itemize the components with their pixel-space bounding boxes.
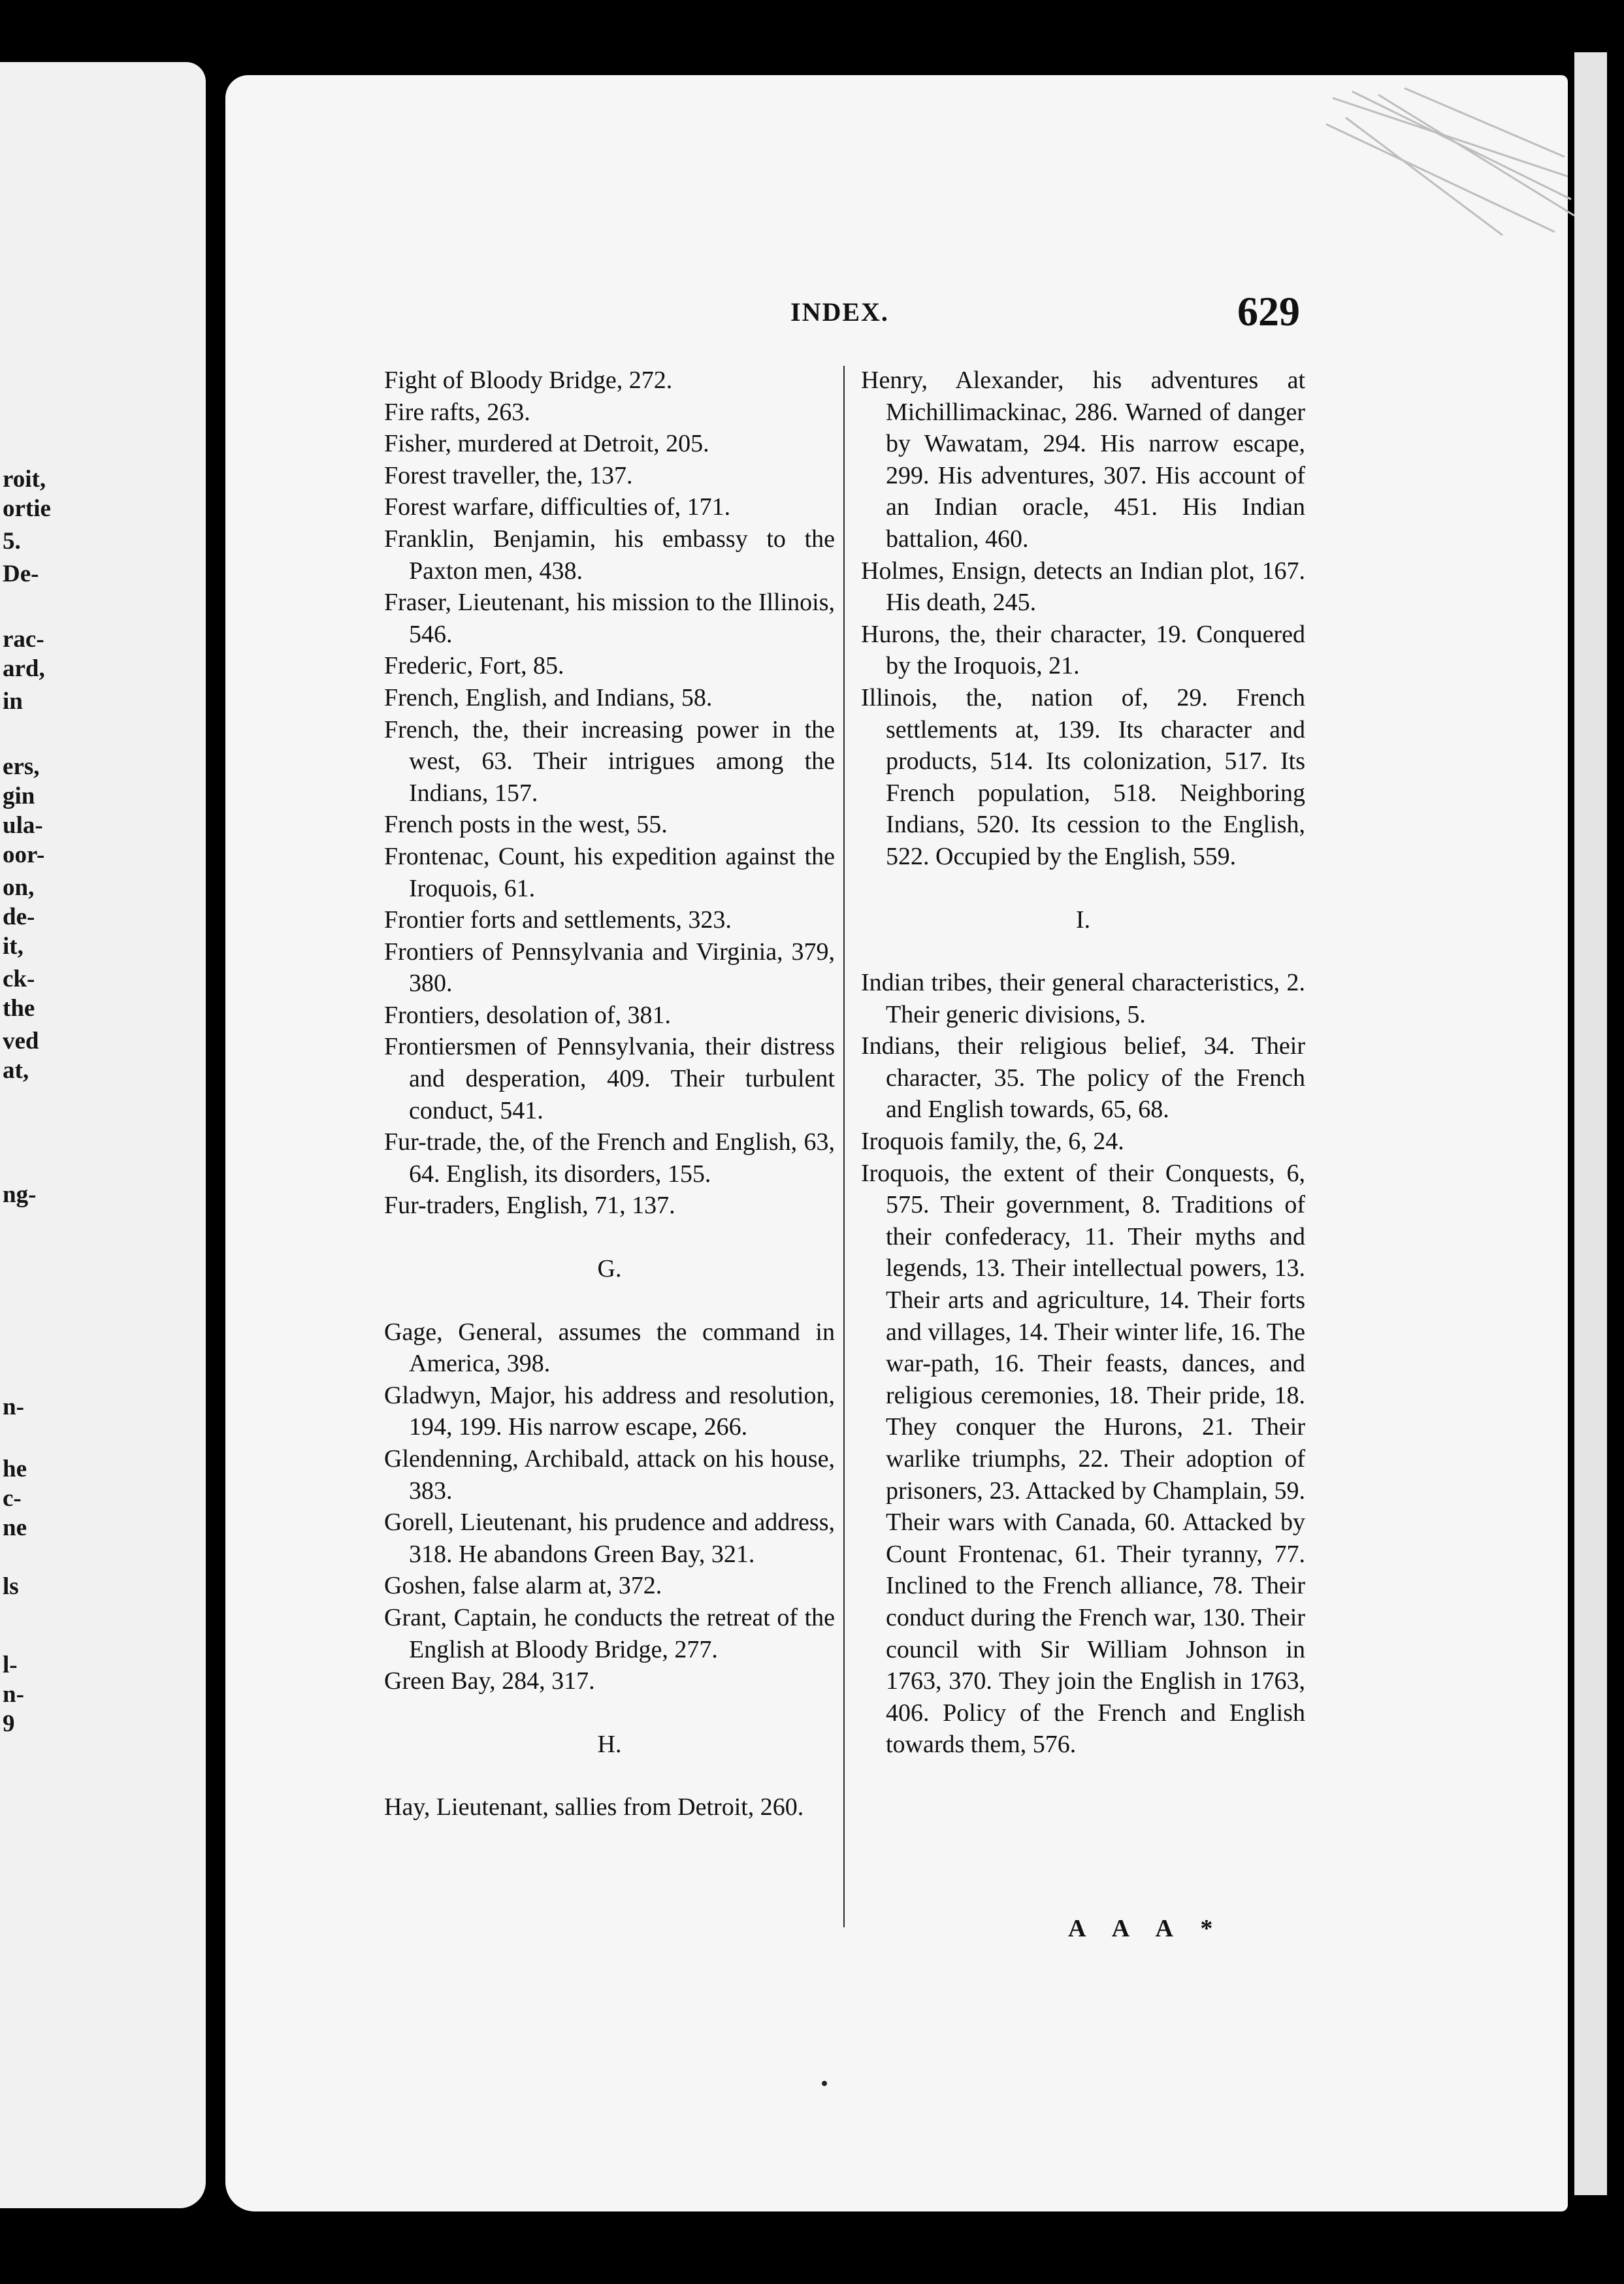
index-entry: Fight of Bloody Bridge, 272. — [384, 367, 673, 394]
index-entry: Henry, Alexander, his adventures at Michillimackinac, 286. Warned of danger by Wawatam, 294. His narrow escape, 299. His adventures, 307. His account of an Indian oracle, 451. His Indian battalion, 460. — [861, 367, 1305, 553]
facing-page-fragment: it, — [3, 933, 24, 960]
facing-page-fragment: oor- — [3, 841, 45, 868]
index-entry: Frontier forts and settlements, 323. — [384, 906, 732, 934]
index-entry: Frontiers, desolation of, 381. — [384, 1001, 672, 1029]
index-entry: Indian tribes, their general characteristics, 2. Their generic divisions, 5. — [861, 969, 1305, 1028]
index-entry: Iroquois, the extent of their Conquests, 6, 575. Their government, 8. Traditions of their confederacy, 11. Their myths and legends, 13. Their intellectual powers, 13. Their arts and agriculture, 14. Their forts and villages, 14. Their winter life, 16. The war-path, 16. Their feasts, dances, and religious ceremonies, 18. Their pride, 18. They conquer the Hurons, 21. Their warlike triumphs, 22. Their adoption of prisoners, 23. Attacked by Champlain, 59. Their wars with Canada, 60. Attacked by Count Frontenac, 61. Their tyranny, 77. Inclined to the French alliance, 78. Their conduct during the French war, 130. Their council with Sir William Johnson in 1763, 370. They join the English in 1763, 406. Policy of the French and English towards them, 576. — [861, 1159, 1305, 1759]
index-entry: Forest traveller, the, 137. — [384, 461, 633, 489]
section-letter-heading: G. — [597, 1255, 622, 1283]
index-entry: Gorell, Lieutenant, his prudence and address, 318. He abandons Green Bay, 321. — [384, 1509, 835, 1568]
index-entry: Illinois, the, nation of, 29. French settlements at, 139. Its character and products, 514. Its colonization, 517. Its French population, 518. Neighboring Indians, 520. Its cession to the English, 522. Occupied by the English, 559. — [861, 683, 1305, 870]
index-entry: Gladwyn, Major, his address and resolution, 194, 199. His narrow escape, 266. — [384, 1381, 835, 1441]
index-entry: Gage, General, assumes the command in America, 398. — [384, 1318, 835, 1378]
index-column-left — [384, 365, 835, 1823]
index-entry: Green Bay, 284, 317. — [384, 1667, 595, 1695]
facing-page-fragment: ved — [3, 1028, 39, 1054]
index-entry: Frontiersmen of Pennsylvania, their distress and desperation, 409. Their turbulent conduct, 541. — [384, 1033, 835, 1124]
running-head — [751, 287, 1300, 346]
index-entry: French posts in the west, 55. — [384, 811, 668, 839]
index-entry: Glendenning, Archibald, attack on his house, 383. — [384, 1445, 835, 1505]
page-number: 629 — [1237, 288, 1300, 334]
facing-page-fragment: gin — [3, 783, 35, 809]
facing-page-edge — [0, 62, 206, 2208]
facing-page-fragment: ng- — [3, 1181, 37, 1208]
facing-page-fragment: at, — [3, 1057, 29, 1084]
index-entry: Grant, Captain, he conducts the retreat of the English at Bloody Bridge, 277. — [384, 1603, 835, 1663]
index-entry: Goshen, false alarm at, 372. — [384, 1572, 662, 1600]
facing-page-fragment: rac- — [3, 626, 44, 653]
facing-page-fragment: 9 — [3, 1710, 15, 1737]
facing-page-fragment: 5. — [3, 528, 21, 555]
index-entry: Frontiers of Pennsylvania and Virginia, 379, 380. — [384, 938, 835, 998]
section-letter-heading: I. — [1075, 905, 1091, 934]
facing-page-fragment: De- — [3, 561, 39, 587]
facing-page-fragment: de- — [3, 904, 35, 930]
ink-speck — [822, 2081, 827, 2086]
index-entry: Franklin, Benjamin, his embassy to the Paxton men, 438. — [384, 525, 835, 585]
facing-page-fragment: ne — [3, 1514, 27, 1541]
facing-page-fragment: n- — [3, 1394, 24, 1420]
index-entry: Fraser, Lieutenant, his mission to the Illinois, 546. — [384, 589, 835, 648]
corner-fold-marks — [1307, 78, 1581, 248]
index-column-right — [861, 365, 1305, 1761]
index-entry: Holmes, Ensign, detects an Indian plot, 167. His death, 245. — [861, 557, 1305, 617]
index-entry: Indians, their religious belief, 34. Their character, 35. The policy of the French and English towards, 65, 68. — [861, 1032, 1305, 1124]
index-entry: Hurons, the, their character, 19. Conquered by the Iroquois, 21. — [861, 620, 1305, 680]
facing-page-fragment: ula- — [3, 812, 43, 839]
index-entry: Frederic, Fort, 85. — [384, 652, 564, 680]
running-head-title: INDEX. — [790, 297, 889, 327]
facing-page-fragment: roit, — [3, 466, 46, 493]
facing-page-fragment: he — [3, 1456, 27, 1482]
section-letter-heading: H. — [597, 1730, 622, 1758]
index-entry: Fisher, murdered at Detroit, 205. — [384, 430, 709, 458]
index-entry: French, the, their increasing power in the west, 63. Their intrigues among the Indians, 157. — [384, 715, 835, 807]
index-entry: French, English, and Indians, 58. — [384, 683, 713, 711]
facing-page-fragment: the — [3, 995, 35, 1022]
facing-page-fragment: l- — [3, 1652, 18, 1678]
index-entry: Forest warfare, difficulties of, 171. — [384, 493, 731, 521]
facing-page-fragment: c- — [3, 1485, 22, 1512]
index-entry: Fur-traders, English, 71, 137. — [384, 1192, 675, 1220]
facing-page-fragment: ls — [3, 1573, 19, 1600]
facing-page-fragment: ard, — [3, 655, 45, 682]
facing-page-fragment: ck- — [3, 966, 35, 992]
facing-page-fragment: n- — [3, 1681, 24, 1708]
index-entry: Frontenac, Count, his expedition against the Iroquois, 61. — [384, 842, 835, 902]
facing-page-fragment: in — [3, 688, 23, 715]
facing-page-fragment: ortie — [3, 495, 51, 522]
facing-page-fragment: ers, — [3, 753, 40, 780]
index-entry: Iroquois family, the, 6, 24. — [861, 1128, 1124, 1156]
index-entry: Fire rafts, 263. — [384, 398, 530, 426]
next-page-edge — [1574, 52, 1607, 2195]
index-entry: Fur-trade, the, of the French and English, 63, 64. English, its disorders, 155. — [384, 1128, 835, 1188]
signature-mark: A A A * — [1068, 1915, 1222, 1942]
index-entry: Hay, Lieutenant, sallies from Detroit, 260. — [384, 1793, 804, 1821]
facing-page-fragment: on, — [3, 874, 35, 901]
column-divider — [843, 366, 845, 1927]
